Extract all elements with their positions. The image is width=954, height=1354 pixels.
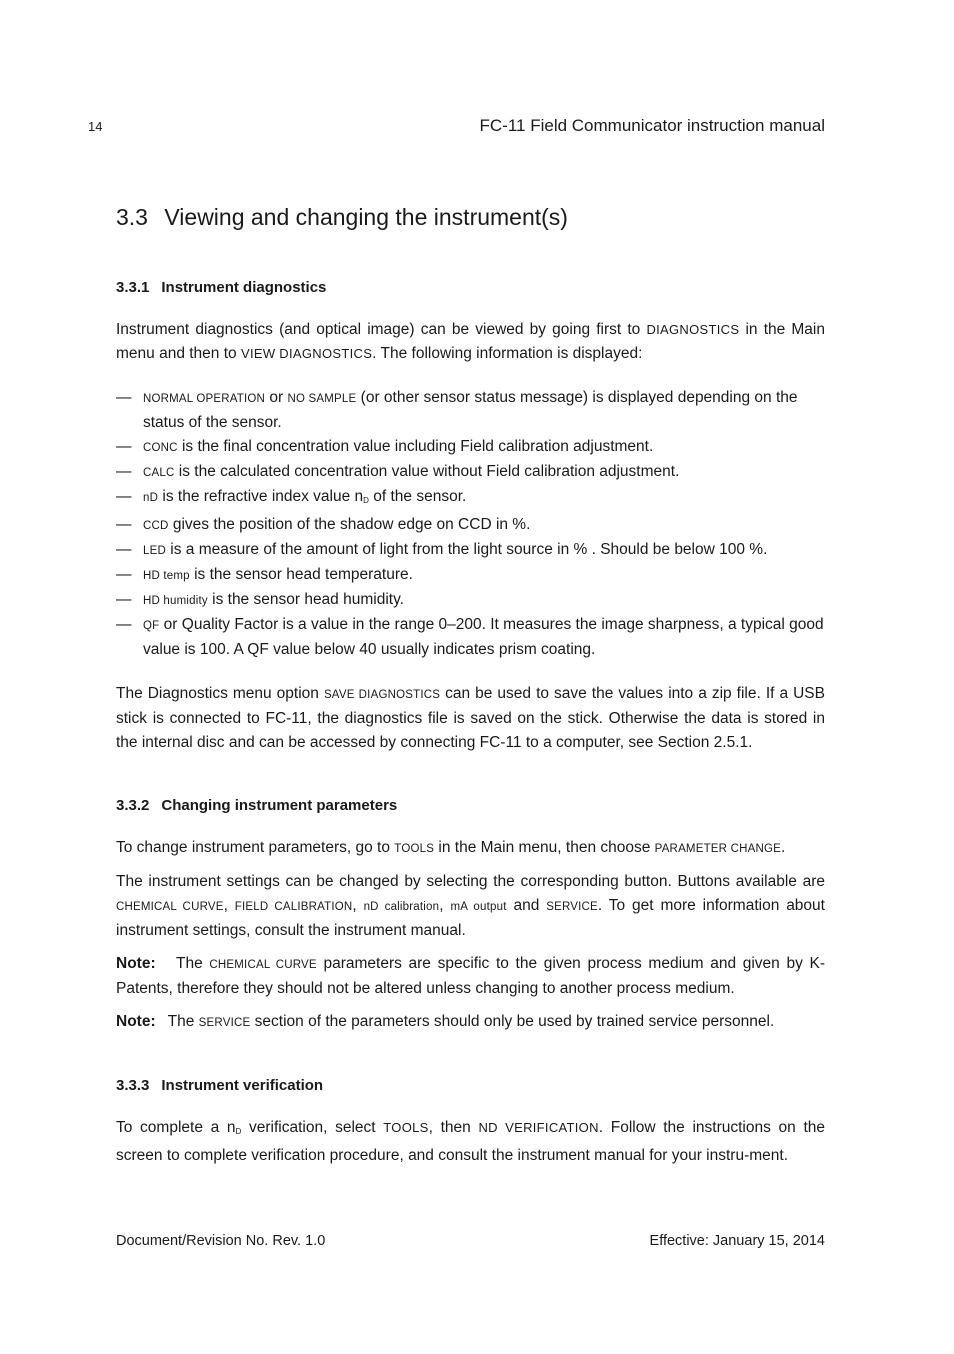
subsection-heading-parameters: [116, 797, 825, 814]
diagnostics-intro-paragraph: [116, 318, 825, 366]
parameters-paragraph-1: [116, 836, 825, 861]
button-keyword: SERVICE: [198, 1017, 251, 1029]
text-run: To change instrument parameters, go to: [116, 839, 390, 856]
list-item: [116, 485, 825, 513]
text-run: can be used to save the values into a zip file. If a USB stick is connected to FC-11, the diagnostics file is saved on the stick. Otherwise the data is stored in the internal disc and can be accessed by connecting FC-11 to a computer, see Section 2.5.1.: [116, 685, 825, 751]
list-item: [116, 460, 825, 485]
note-service: [116, 1010, 825, 1035]
menu-keyword: ND VERIFICATION: [478, 1120, 599, 1135]
text-run: of the sensor.: [368, 488, 467, 505]
text-run: or: [265, 389, 288, 406]
dash-bullet: —: [116, 616, 132, 633]
note-label: Note:: [116, 1013, 156, 1030]
menu-keyword: DIAGNOSTICS: [646, 322, 740, 337]
button-keyword: mA output: [450, 901, 507, 913]
text-run: is a measure of the amount of light from the light source in % . Should be below 100 %.: [165, 541, 768, 558]
dash-bullet: —: [116, 516, 132, 533]
text-run: The instrument settings can be changed by selecting the corresponding button. Buttons available are: [116, 873, 825, 890]
subsection-title: Instrument verification: [161, 1077, 324, 1094]
subsection-number: 3.3.3: [116, 1077, 150, 1094]
value-keyword: CONC: [143, 442, 178, 454]
button-keyword: SERVICE: [546, 901, 598, 913]
subsection-heading-verification: [116, 1077, 825, 1094]
parameters-paragraph-2: The instrument settings can be changed by selecting the corresponding button. Buttons available are CHEMICAL CURVE, FIELD CALIBRATION, nD calibration, mA output and SERVICE. To get more information about instrument settings, consult the instrument manual.: [116, 873, 825, 939]
dash-bullet: —: [116, 566, 132, 583]
list-item: [116, 563, 825, 588]
dash-bullet: —: [116, 591, 132, 608]
text-run: is the sensor head temperature.: [189, 566, 413, 583]
section-number: 3.3: [116, 204, 148, 230]
text-run: gives the position of the shadow edge on CCD in %.: [168, 516, 531, 533]
button-keyword: nD calibration: [363, 901, 440, 913]
text-run: .: [780, 839, 786, 856]
button-keyword: CHEMICAL CURVE: [209, 959, 317, 971]
subsection-title: Changing instrument parameters: [161, 797, 398, 814]
value-keyword: CCD: [143, 520, 169, 532]
text-run: , then: [428, 1119, 471, 1136]
subscript: D: [363, 496, 369, 505]
text-run: The: [176, 955, 203, 972]
status-keyword: NO SAMPLE: [287, 393, 357, 405]
menu-keyword: TOOLS: [383, 1120, 429, 1135]
value-keyword: HD humidity: [143, 595, 208, 607]
menu-keyword: TOOLS: [394, 843, 435, 855]
value-keyword: HD temp: [143, 570, 190, 582]
status-keyword: NORMAL OPERATION: [143, 393, 266, 405]
verification-paragraph: [116, 1116, 825, 1168]
text-run: verification, select: [249, 1119, 376, 1136]
text-run: (or other sensor status message) is displayed depending on the status of the sensor.: [143, 389, 798, 431]
subsection-number: 3.3.2: [116, 797, 150, 814]
subsection-heading-diagnostics: [116, 279, 825, 296]
note-chemical-curve: [116, 952, 825, 1001]
text-run: The: [167, 1013, 195, 1030]
menu-keyword: VIEW DIAGNOSTICS: [240, 346, 373, 361]
section-title: Viewing and changing the instrument(s): [164, 204, 568, 230]
save-diagnostics-paragraph: [116, 682, 825, 755]
section-heading: [116, 204, 825, 231]
list-item: [116, 513, 825, 538]
footer-revision: Document/Revision No. Rev. 1.0: [116, 1233, 326, 1249]
text-run: is the refractive index value n: [158, 488, 364, 505]
text-run: in the Main menu and then to: [116, 321, 825, 362]
text-run: and: [513, 897, 540, 914]
dash-bullet: —: [116, 488, 132, 505]
list-item: [116, 538, 825, 563]
text-run: section of the parameters should only be used by trained service personnel.: [254, 1013, 775, 1030]
text-run: . The following information is displayed:: [372, 345, 643, 362]
value-keyword: QF: [143, 620, 160, 632]
text-run: is the final concentration value including Field calibration adjustment.: [177, 438, 654, 455]
subscript: D: [235, 1127, 242, 1136]
text-run: or Quality Factor is a value in the range 0–200. It measures the image sharpness, a typical good value is 100. A QF value below 40 usually indicates prism coating.: [143, 616, 824, 658]
text-run: is the sensor head humidity.: [207, 591, 404, 608]
list-item: [116, 386, 825, 435]
list-item: [116, 588, 825, 613]
text-run: . Follow the instructions on the screen to complete verification procedure, and consult the instrument manual for your instru-ment.: [116, 1119, 826, 1164]
subsection-number: 3.3.1: [116, 279, 150, 296]
page-content: [116, 200, 825, 1168]
button-keyword: FIELD CALIBRATION: [234, 901, 353, 913]
button-keyword: CHEMICAL CURVE: [116, 901, 224, 913]
menu-keyword: SAVE DIAGNOSTICS: [323, 689, 441, 701]
dash-bullet: —: [116, 389, 132, 406]
dash-bullet: —: [116, 541, 132, 558]
running-header-title: FC-11 Field Communicator instruction manual: [479, 116, 825, 135]
value-keyword: nD: [143, 492, 159, 504]
menu-keyword: PARAMETER CHANGE: [654, 843, 781, 855]
page-number: 14: [88, 119, 103, 134]
text-run: is the calculated concentration value without Field calibration adjustment.: [174, 463, 680, 480]
text-run: The Diagnostics menu option: [116, 685, 319, 702]
dash-bullet: —: [116, 463, 132, 480]
dash-bullet: —: [116, 438, 132, 455]
text-run: Instrument diagnostics (and optical image) can be viewed by going first to: [116, 321, 641, 338]
diagnostics-list: [116, 386, 825, 662]
text-run: To complete a n: [116, 1119, 236, 1136]
value-keyword: LED: [143, 545, 166, 557]
list-item: [116, 435, 825, 460]
text-run: parameters are specific to the given process medium and given by K-Patents, therefore they should not be altered unless changing to another process medium.: [116, 955, 825, 997]
text-run: in the Main menu, then choose: [438, 839, 651, 856]
note-label: Note:: [116, 955, 156, 972]
subsection-title: Instrument diagnostics: [161, 279, 327, 296]
list-item: [116, 613, 825, 662]
value-keyword: CALC: [143, 467, 175, 479]
text-run: . To get more information about instrument settings, consult the instrument manual.: [116, 897, 825, 939]
footer-effective-date: Effective: January 15, 2014: [649, 1233, 825, 1249]
